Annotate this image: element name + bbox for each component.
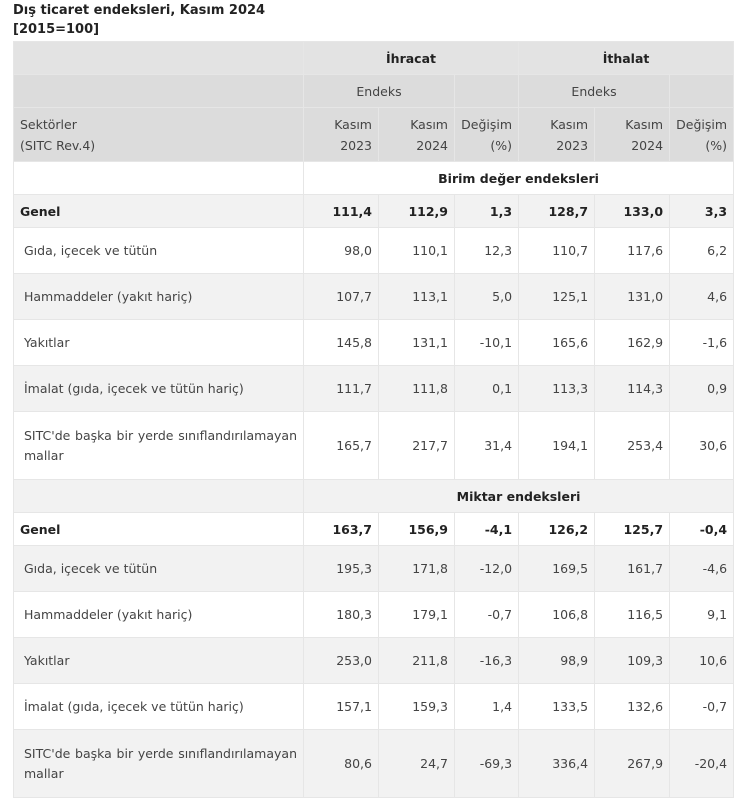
cell-value: 110,1 [379, 228, 455, 274]
cell-value: 157,1 [304, 684, 379, 730]
cell-value: -1,6 [670, 320, 734, 366]
cell-value: 133,5 [519, 684, 595, 730]
cell-value: 132,6 [595, 684, 670, 730]
cell-value: -20,4 [670, 730, 734, 798]
cell-value: 30,6 [670, 412, 734, 480]
cell-value: 128,7 [519, 195, 595, 228]
cell-value: 107,7 [304, 274, 379, 320]
table-row [14, 638, 734, 684]
cell-value: 113,1 [379, 274, 455, 320]
section-title: Miktar endeksleri [304, 480, 734, 513]
row-label: Hammaddeler (yakıt hariç) [14, 274, 304, 320]
cell-value: 116,5 [595, 592, 670, 638]
cell-value: 179,1 [379, 592, 455, 638]
base-year-note: [2015=100] [13, 22, 100, 37]
header-year: 2023 [340, 137, 372, 153]
table-row [14, 546, 734, 592]
cell-value: 171,8 [379, 546, 455, 592]
cell-value: 163,7 [304, 513, 379, 546]
header-sectors-line1: Sektörler [20, 116, 77, 132]
cell-value: 113,3 [519, 366, 595, 412]
cell-value: 133,0 [595, 195, 670, 228]
section-title: Birim değer endeksleri [304, 162, 734, 195]
cell-value: 3,3 [670, 195, 734, 228]
table-row [14, 684, 734, 730]
row-label: Genel [14, 195, 304, 228]
table-row [14, 320, 734, 366]
header-empty-cell [455, 75, 519, 108]
header-month: Kasım [410, 116, 448, 132]
cell-value: 165,7 [304, 412, 379, 480]
cell-value: 211,8 [379, 638, 455, 684]
table-row [14, 274, 734, 320]
table-row [14, 592, 734, 638]
trade-index-table [13, 41, 734, 798]
row-label: Yakıtlar [14, 320, 304, 366]
cell-value: -69,3 [455, 730, 519, 798]
header-import: İthalat [519, 42, 734, 75]
cell-value: 24,7 [379, 730, 455, 798]
cell-value: 267,9 [595, 730, 670, 798]
header-empty-cell [670, 75, 734, 108]
cell-value: 111,4 [304, 195, 379, 228]
row-label: Gıda, içecek ve tütün [14, 546, 304, 592]
cell-value: 195,3 [304, 546, 379, 592]
row-label: SITC'de başka bir yerde sınıflandırılamayan mallar [14, 730, 304, 798]
header-month: Kasım [625, 116, 664, 132]
header-row-groups [14, 42, 734, 75]
cell-value: 161,7 [595, 546, 670, 592]
header-pct: (%) [705, 137, 728, 153]
header-month: Kasım [550, 116, 589, 132]
cell-value: -4,6 [670, 546, 734, 592]
header-pct: (%) [490, 137, 513, 153]
page-title: Dış ticaret endeksleri, Kasım 2024 [13, 3, 266, 18]
cell-value: 169,5 [519, 546, 595, 592]
cell-value: 111,7 [304, 366, 379, 412]
cell-value: 194,1 [519, 412, 595, 480]
cell-value: 156,9 [379, 513, 455, 546]
cell-value: -4,1 [455, 513, 519, 546]
cell-value: 9,1 [670, 592, 734, 638]
header-year: 2024 [416, 137, 448, 153]
header-import-2024 [595, 108, 670, 162]
row-label: İmalat (gıda, içecek ve tütün hariç) [14, 366, 304, 412]
cell-value: 0,1 [455, 366, 519, 412]
table-row-general [14, 195, 734, 228]
cell-value: 145,8 [304, 320, 379, 366]
cell-value: -0,7 [670, 684, 734, 730]
row-label: İmalat (gıda, içecek ve tütün hariç) [14, 684, 304, 730]
cell-value: 106,8 [519, 592, 595, 638]
cell-value: 5,0 [455, 274, 519, 320]
cell-value: 253,4 [595, 412, 670, 480]
cell-value: 4,6 [670, 274, 734, 320]
header-month: Kasım [334, 116, 372, 132]
table-row-general [14, 513, 734, 546]
cell-value: 1,3 [455, 195, 519, 228]
cell-value: 31,4 [455, 412, 519, 480]
header-export-2024 [379, 108, 455, 162]
cell-value: 98,9 [519, 638, 595, 684]
cell-value: 12,3 [455, 228, 519, 274]
cell-value: 80,6 [304, 730, 379, 798]
cell-value: 111,8 [379, 366, 455, 412]
section-empty-cell [14, 162, 304, 195]
cell-value: -12,0 [455, 546, 519, 592]
row-label: Gıda, içecek ve tütün [14, 228, 304, 274]
header-change: Değişim [676, 116, 728, 132]
header-empty-cell [14, 75, 304, 108]
header-row-columns [14, 108, 734, 162]
header-empty-cell [14, 42, 304, 75]
row-label: SITC'de başka bir yerde sınıflandırılamayan mallar [14, 412, 304, 480]
cell-value: 117,6 [595, 228, 670, 274]
cell-value: -10,1 [455, 320, 519, 366]
cell-value: 125,7 [595, 513, 670, 546]
cell-value: 6,2 [670, 228, 734, 274]
row-label: Yakıtlar [14, 638, 304, 684]
row-label: Genel [14, 513, 304, 546]
header-sectors [14, 108, 304, 162]
header-import-2023 [519, 108, 595, 162]
table-row [14, 228, 734, 274]
cell-value: 217,7 [379, 412, 455, 480]
header-export-endeks: Endeks [304, 75, 455, 108]
header-export-change [455, 108, 519, 162]
cell-value: 109,3 [595, 638, 670, 684]
table-row [14, 366, 734, 412]
table-row [14, 730, 734, 798]
cell-value: 0,9 [670, 366, 734, 412]
section-header-unit-value [14, 162, 734, 195]
cell-value: 114,3 [595, 366, 670, 412]
cell-value: 1,4 [455, 684, 519, 730]
cell-value: 253,0 [304, 638, 379, 684]
cell-value: 112,9 [379, 195, 455, 228]
header-year: 2024 [631, 137, 664, 153]
cell-value: -0,7 [455, 592, 519, 638]
cell-value: 10,6 [670, 638, 734, 684]
cell-value: 131,0 [595, 274, 670, 320]
section-header-quantity [14, 480, 734, 513]
cell-value: 126,2 [519, 513, 595, 546]
cell-value: 162,9 [595, 320, 670, 366]
header-export-2023 [304, 108, 379, 162]
cell-value: -0,4 [670, 513, 734, 546]
cell-value: 180,3 [304, 592, 379, 638]
section-empty-cell [14, 480, 304, 513]
header-sectors-line2: (SITC Rev.4) [20, 137, 96, 153]
header-import-change [670, 108, 734, 162]
cell-value: 110,7 [519, 228, 595, 274]
cell-value: -16,3 [455, 638, 519, 684]
cell-value: 131,1 [379, 320, 455, 366]
header-import-endeks: Endeks [519, 75, 670, 108]
header-export: İhracat [304, 42, 519, 75]
header-row-endeks [14, 75, 734, 108]
cell-value: 98,0 [304, 228, 379, 274]
header-year: 2023 [556, 137, 589, 153]
row-label: Hammaddeler (yakıt hariç) [14, 592, 304, 638]
cell-value: 336,4 [519, 730, 595, 798]
cell-value: 165,6 [519, 320, 595, 366]
cell-value: 159,3 [379, 684, 455, 730]
header-change: Değişim [461, 116, 513, 132]
cell-value: 125,1 [519, 274, 595, 320]
table-row [14, 412, 734, 480]
